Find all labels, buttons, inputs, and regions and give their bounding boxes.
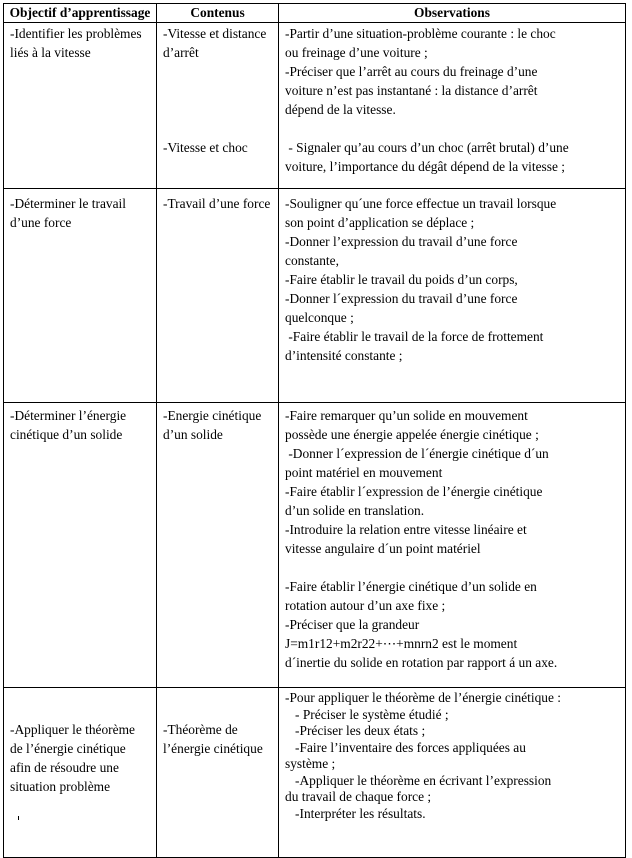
text-line: -Souligner qu´une force effectue un travail lorsque	[285, 196, 557, 211]
text-line	[285, 558, 619, 577]
text-line: J=m1r12+m2r22+⋯+mnrn2 est le moment	[285, 636, 518, 651]
cell-objectif	[4, 23, 157, 189]
text-line: afin de résoudre une	[10, 760, 119, 775]
text-line: -Déterminer l’énergie	[10, 408, 127, 423]
curriculum-table	[3, 3, 626, 858]
text-line	[163, 62, 272, 81]
text-line: -Identifier les problèmes	[10, 26, 142, 41]
cell-objectif	[4, 189, 157, 403]
text-line: - Signaler qu’au cours d’un choc (arrêt brutal) d’une	[285, 140, 569, 155]
text-line: dépend de la vitesse.	[285, 102, 396, 117]
text-line: -Partir d’une situation-problème courante : le choc	[285, 26, 556, 41]
text-line: -Faire établir le travail de la force de frottement	[285, 329, 544, 344]
cell-objectif	[4, 403, 157, 688]
header-row	[4, 4, 626, 23]
text-line: - Préciser le système étudié ;	[285, 706, 449, 722]
text-line: -Donner l’expression du travail d’une force	[285, 234, 518, 249]
text-line: -Appliquer le théorème en écrivant l’expression	[285, 772, 552, 788]
text-line: d´inertie du solide en rotation par rapport á un axe.	[285, 655, 558, 670]
text-line: -Donner l´expression de l´énergie cinétique d´un	[285, 446, 549, 461]
cell-contenus	[157, 189, 279, 403]
text-line: -Interpréter les résultats.	[285, 805, 426, 821]
text-line: -Déterminer le travail	[10, 196, 126, 211]
text-line: -Théorème de	[163, 722, 238, 737]
text-line: d’un solide	[163, 427, 223, 442]
text-line: son point d’application se déplace ;	[285, 215, 475, 230]
text-line: voiture, l’importance du dégât dépend de la vitesse ;	[285, 159, 565, 174]
text-line: -Energie cinétique	[163, 408, 262, 423]
text-line: -Faire l’inventaire des forces appliquées au	[285, 739, 526, 755]
table-row	[4, 23, 626, 189]
cell-observations	[279, 189, 626, 403]
text-line: cinétique d’un solide	[10, 427, 123, 442]
text-line: quelconque ;	[285, 310, 354, 325]
text-line: voiture n’est pas instantané : la distance d’arrêt	[285, 83, 538, 98]
text-line: -Travail d’une force	[163, 196, 271, 211]
cell-contenus	[157, 688, 279, 858]
text-line: -Faire établir l’énergie cinétique d’un solide en	[285, 579, 537, 594]
text-line	[163, 119, 272, 138]
text-line: constante,	[285, 253, 339, 268]
text-line: ou freinage d’une voiture ;	[285, 45, 428, 60]
text-line: possède une énergie appelée énergie cinétique ;	[285, 427, 539, 442]
cell-contenus	[157, 23, 279, 189]
text-line: -Vitesse et choc	[163, 140, 248, 155]
header-objectif: Objectif d’apprentissage	[4, 4, 157, 23]
text-line: d’arrêt	[163, 45, 199, 60]
text-line: système ;	[285, 756, 336, 771]
text-line: -Appliquer le théorème	[10, 722, 135, 737]
cell-contenus	[157, 403, 279, 688]
text-line: -Faire remarquer qu’un solide en mouvement	[285, 408, 528, 423]
text-line: -Préciser que l’arrêt au cours du freinage d’une	[285, 64, 538, 79]
table-row	[4, 403, 626, 688]
text-line: point matériel en mouvement	[285, 465, 443, 480]
table-row	[4, 688, 626, 858]
text-line: du travail de chaque force ;	[285, 789, 432, 804]
cell-observations	[279, 688, 626, 858]
header-contenus: Contenus	[157, 4, 279, 23]
header-observations: Observations	[279, 4, 626, 23]
text-line	[163, 81, 272, 100]
text-line: vitesse angulaire d´un point matériel	[285, 541, 481, 556]
text-line	[163, 100, 272, 119]
cell-observations	[279, 23, 626, 189]
text-line: situation problème	[10, 779, 111, 794]
text-line: l’énergie cinétique	[163, 741, 263, 756]
text-line: d’un solide en translation.	[285, 503, 425, 518]
text-line: d’intensité constante ;	[285, 348, 403, 363]
text-line: -Donner l´expression du travail d’une force	[285, 291, 518, 306]
text-line: -Faire établir l´expression de l’énergie cinétique	[285, 484, 543, 499]
table-row	[4, 189, 626, 403]
cell-observations	[279, 403, 626, 688]
text-line: -Faire établir le travail du poids d’un corps,	[285, 272, 518, 287]
text-line: -Vitesse et distance	[163, 26, 267, 41]
text-line	[285, 119, 619, 138]
text-line: de l’énergie cinétique	[10, 741, 126, 756]
cell-objectif	[4, 688, 157, 858]
text-line: d’une force	[10, 215, 72, 230]
text-line: -Pour appliquer le théorème de l’énergie cinétique :	[285, 690, 562, 705]
text-line: -Préciser que la grandeur	[285, 617, 420, 632]
text-line: liés à la vitesse	[10, 45, 91, 60]
page-margin-line	[18, 816, 19, 820]
text-line: -Préciser les deux états ;	[285, 723, 426, 738]
text-line: -Introduire la relation entre vitesse linéaire et	[285, 522, 527, 537]
text-line: rotation autour d’un axe fixe ;	[285, 598, 446, 613]
